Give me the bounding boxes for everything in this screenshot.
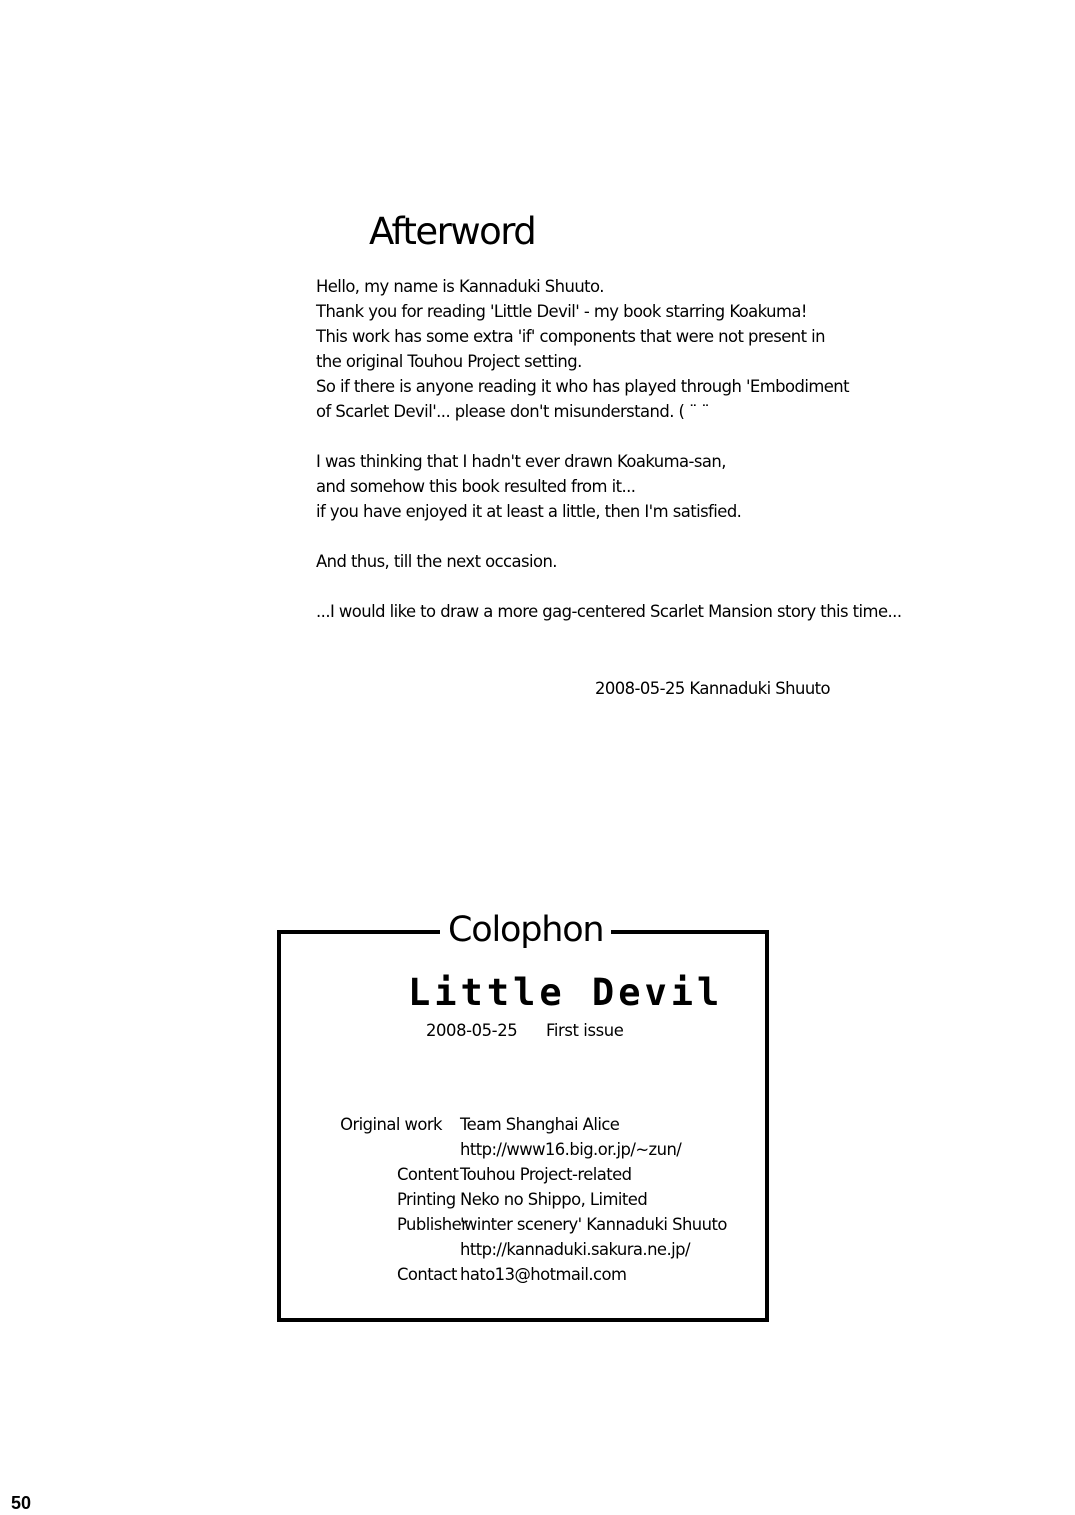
colophon-credits: [300, 1112, 760, 1287]
issue-date: 2008-05-25: [426, 1021, 518, 1040]
contact-email: hato13@hotmail.com: [460, 1265, 627, 1284]
credit-row-publisher: [300, 1212, 760, 1237]
credit-label: Contact: [397, 1265, 457, 1284]
afterword-line: and somehow this book resulted from it...: [316, 477, 636, 496]
afterword-line: ...I would like to draw a more gag-centered Scarlet Mansion story this time...: [316, 602, 902, 621]
credit-row-printing: [300, 1187, 760, 1212]
credit-label: Publisher: [397, 1215, 468, 1234]
afterword-line: Hello, my name is Kannaduki Shuuto.: [316, 277, 604, 296]
credit-value: 'winter scenery' Kannaduki Shuuto: [460, 1215, 727, 1234]
credit-row-contact: [300, 1262, 760, 1287]
book-title: Little Devil: [408, 971, 724, 1014]
publisher-url: http://kannaduki.sakura.ne.jp/: [460, 1240, 690, 1259]
page-number: 50: [11, 1493, 32, 1513]
colophon-title: Colophon: [440, 908, 611, 953]
credit-value: Neko no Shippo, Limited: [460, 1190, 648, 1209]
paragraph-gap: [316, 424, 1016, 449]
credit-label: Content: [397, 1165, 459, 1184]
afterword-line: This work has some extra 'if' components that were not present in: [316, 327, 825, 346]
afterword-line: of Scarlet Devil'... please don't misunderstand. ( ¨ ¨: [316, 402, 710, 421]
credit-label: Printing: [397, 1190, 456, 1209]
credit-label-empty: [300, 1137, 460, 1162]
credit-row-original-work: [300, 1112, 760, 1137]
paragraph-gap: [316, 524, 1016, 549]
credit-label: Original work: [340, 1115, 442, 1134]
afterword-line: I was thinking that I hadn't ever drawn Koakuma-san,: [316, 452, 726, 471]
afterword-body: [316, 274, 1016, 624]
afterword-line: Thank you for reading 'Little Devil' - my book starring Koakuma!: [316, 302, 807, 321]
credit-row-content: [300, 1162, 760, 1187]
afterword-line: if you have enjoyed it at least a little, then I'm satisfied.: [316, 502, 742, 521]
afterword-line: And thus, till the next occasion.: [316, 552, 557, 571]
issue-label: First issue: [546, 1021, 624, 1040]
credit-value: Touhou Project-related: [460, 1165, 632, 1184]
afterword-line: So if there is anyone reading it who has played through 'Embodiment: [316, 377, 850, 396]
afterword-title: Afterword: [369, 210, 536, 253]
credit-row-original-work-url: [300, 1137, 760, 1162]
afterword-signature: 2008-05-25 Kannaduki Shuuto: [595, 679, 831, 698]
paragraph-gap: [316, 574, 1016, 599]
original-work-url: http://www16.big.or.jp/~zun/: [460, 1140, 682, 1159]
credit-row-publisher-url: [300, 1237, 760, 1262]
credit-label-empty: [300, 1237, 460, 1262]
credit-value: Team Shanghai Alice: [460, 1115, 620, 1134]
afterword-line: the original Touhou Project setting.: [316, 352, 582, 371]
